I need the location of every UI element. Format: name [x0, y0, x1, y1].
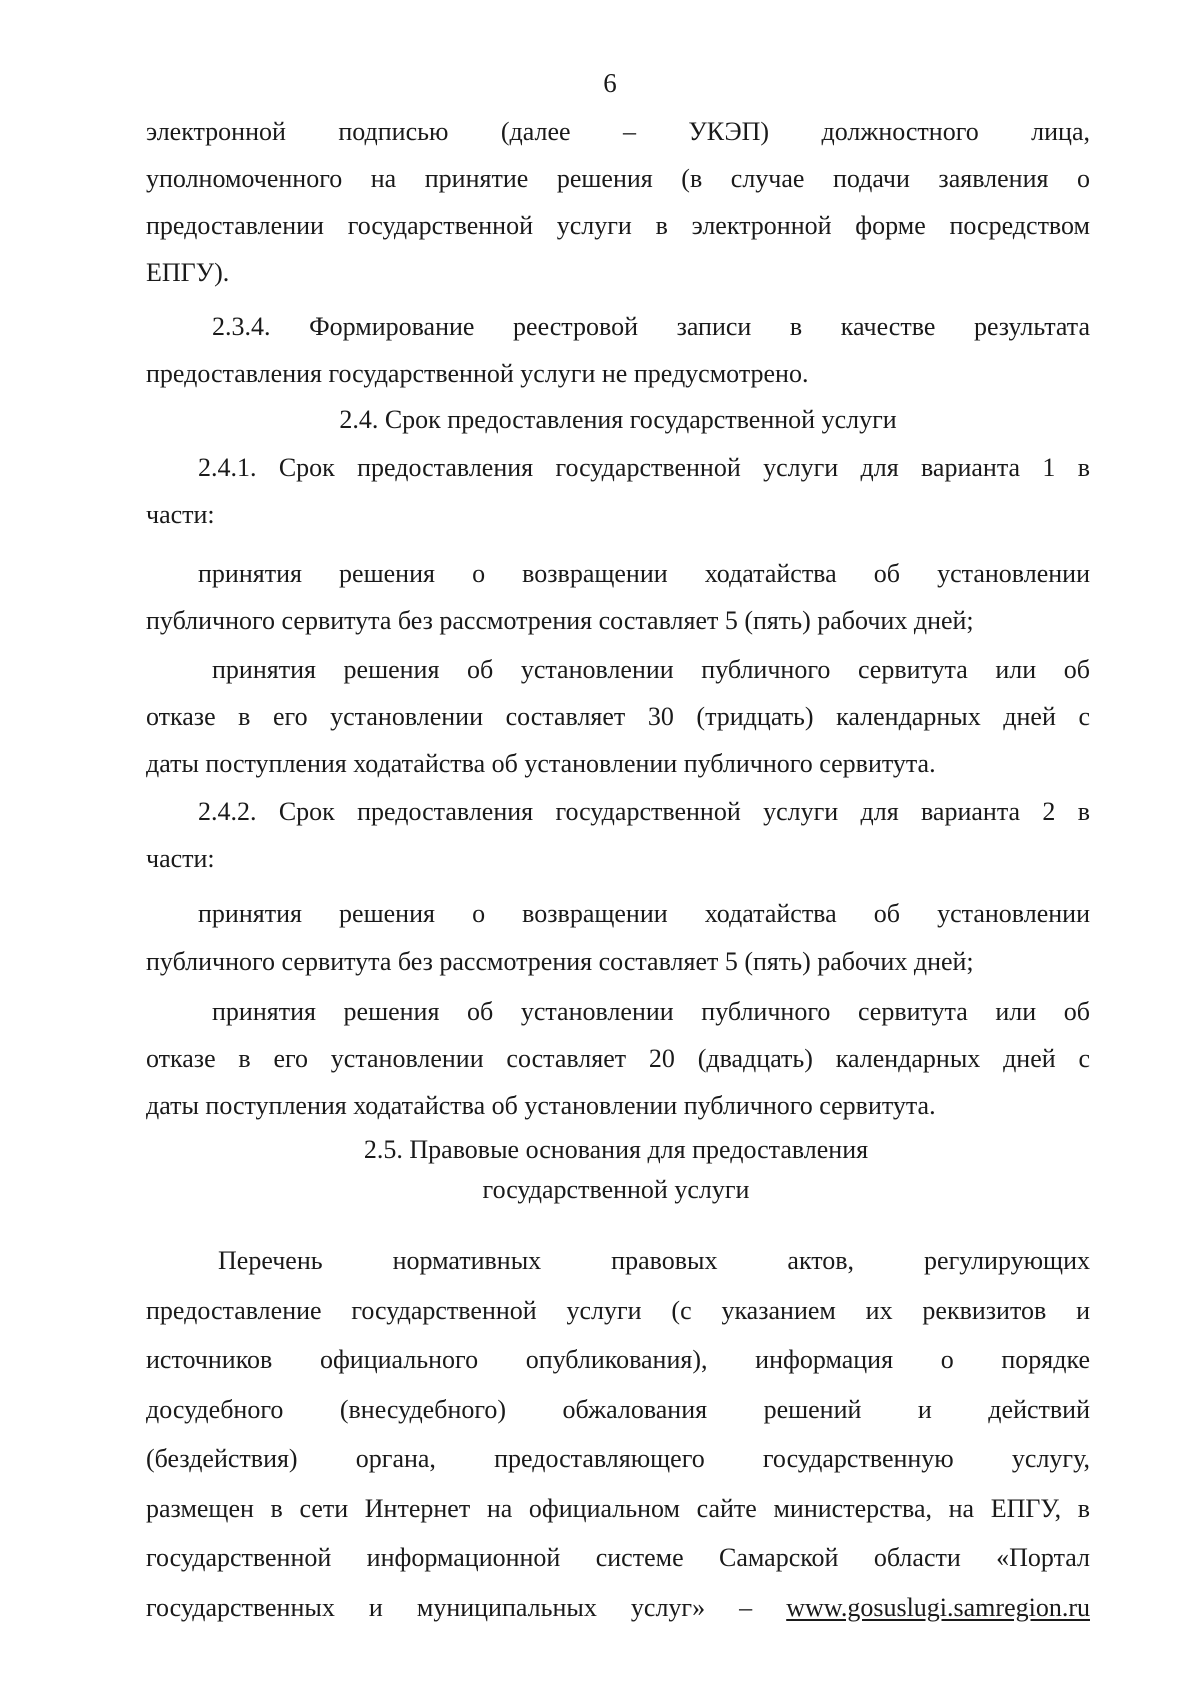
- paragraph-2-4-2: [146, 788, 1090, 882]
- text-line: части:: [146, 500, 215, 529]
- text-line: 2.4.1. Срок предоставления государственной услуги для варианта 1 в: [198, 453, 1090, 482]
- text-line: досудебного (внесудебного) обжалования решений и действий: [146, 1394, 1090, 1424]
- paragraph-return-v2: [146, 890, 1090, 986]
- text-line: публичного сервитута без рассмотрения составляет 5 (пять) рабочих дней;: [146, 947, 974, 976]
- text-line: [146, 1583, 1090, 1633]
- text-line: принятия решения о возвращении ходатайства об установлении: [198, 899, 1090, 928]
- paragraph-legal-acts: [146, 1236, 1090, 1632]
- text-line: ЕПГУ).: [146, 258, 230, 287]
- section-heading-2-4: [146, 400, 1090, 440]
- text-line: принятия решения об установлении публичного сервитута или об: [212, 997, 1090, 1026]
- heading-line: 2.4. Срок предоставления государственной услуги: [339, 405, 897, 434]
- text-line: 2.3.4. Формирование реестровой записи в качестве результата: [212, 312, 1090, 341]
- page-number: 6: [603, 68, 617, 98]
- text-line: предоставлении государственной услуги в электронной форме посредством: [146, 211, 1090, 240]
- paragraph-decision-v1: [146, 646, 1090, 787]
- paragraph-decision-v2: [146, 988, 1090, 1129]
- text-line: 2.4.2. Срок предоставления государственной услуги для варианта 2 в: [198, 797, 1090, 826]
- text-line: отказе в его установлении составляет 30 (тридцать) календарных дней с: [146, 702, 1090, 731]
- paragraph-continuation: [146, 108, 1090, 296]
- heading-line: 2.5. Правовые основания для предоставления: [363, 1135, 869, 1164]
- website-link[interactable]: www.gosuslugi.samregion.ru: [786, 1592, 1090, 1622]
- text-line: принятия решения об установлении публичного сервитута или об: [212, 655, 1090, 684]
- text-line: Перечень нормативных правовых актов, регулирующих: [218, 1246, 1090, 1275]
- text-line: публичного сервитута без рассмотрения составляет 5 (пять) рабочих дней;: [146, 606, 974, 635]
- text-line: источников официального опубликования), информация о порядке: [146, 1345, 1090, 1374]
- heading-line: государственной услуги: [482, 1175, 750, 1204]
- text-line: (бездействия) органа, предоставляющего государственную услугу,: [146, 1444, 1090, 1473]
- text-line: размещен в сети Интернет на официальном сайте министерства, на ЕПГУ, в: [146, 1493, 1090, 1523]
- text-line: даты поступления ходатайства об установлении публичного сервитута.: [146, 1091, 936, 1120]
- text-line: государственной информационной системе Самарской области «Портал: [146, 1543, 1090, 1572]
- text-line: предоставление государственной услуги (с указанием их реквизитов и: [146, 1295, 1090, 1325]
- text-line: даты поступления ходатайства об установлении публичного сервитута.: [146, 749, 936, 778]
- paragraph-return-v1: [146, 550, 1090, 644]
- text-segment: государственных и муниципальных услуг» –: [146, 1592, 753, 1622]
- paragraph-2-4-1: [146, 444, 1090, 538]
- text-line: отказе в его установлении составляет 20 (двадцать) календарных дней с: [146, 1044, 1090, 1073]
- section-heading-2-5: [116, 1130, 1116, 1210]
- text-line: части:: [146, 844, 215, 873]
- text-line: принятия решения о возвращении ходатайства об установлении: [198, 559, 1090, 588]
- paragraph-2-3-4: [146, 303, 1090, 397]
- text-line: предоставления государственной услуги не предусмотрено.: [146, 359, 809, 388]
- text-line: электронной подписью (далее – УКЭП) должностного лица,: [146, 117, 1090, 146]
- text-line: уполномоченного на принятие решения (в случае подачи заявления о: [146, 164, 1090, 193]
